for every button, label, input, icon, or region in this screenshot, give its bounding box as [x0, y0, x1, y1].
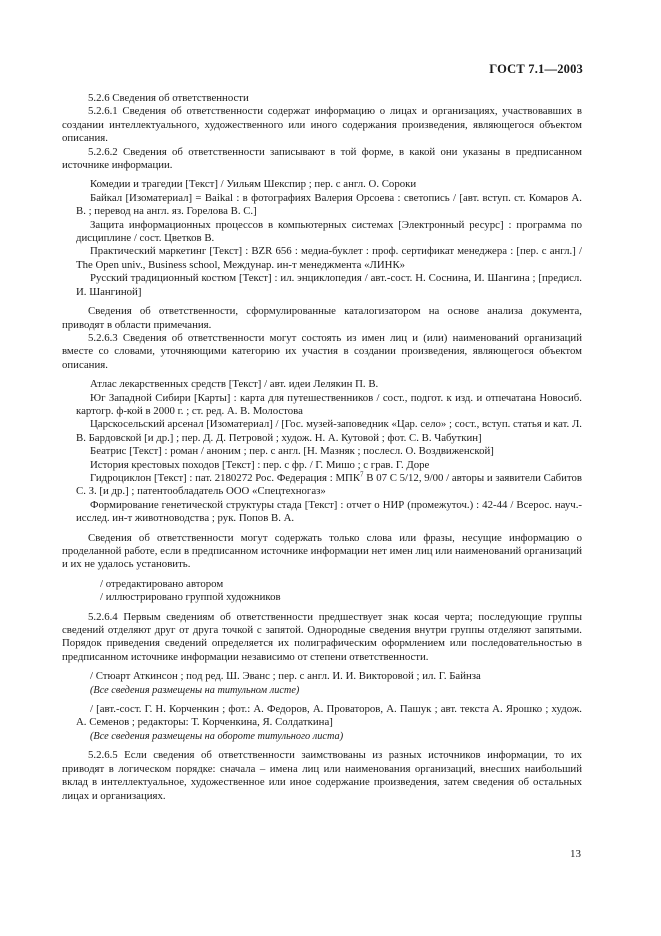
paragraph-words-only-note: Сведения об ответственности могут содержать только слова или фразы, несущие информацию о проделанной работе, если в предписанном источнике информации нет имен лиц или наименований организаций и их не удалось установить.	[62, 531, 582, 571]
example-entry-atkinson: / Стюарт Аткинсон ; под ред. Ш. Эванс ; пер. с англ. И. И. Викторовой ; ил. Г. Байнза	[90, 670, 481, 683]
example-entry-report: Формирование генетической структуры стада [Текст] : отчет о НИР (промежуточ.) : 42-44 / Всерос. науч.-исслед. ин-т животноводства ; рук. Попов В. А.	[76, 498, 582, 525]
example-entry-korchenkin: / [авт.-сост. Г. Н. Корченкин ; фот.: А. Федоров, А. Проваторов, А. Пашук ; авт. текста А. Ярошко ; худож. А. Семенов ; редакторы: Т. Корченкина, Я. Солдаткина]	[76, 703, 582, 729]
paragraph-cataloger-note: Сведения об ответственности, сформулированные каталогизатором на основе анализа документа, приводят в области примечания.	[62, 305, 582, 331]
example-entry: Комедии и трагедии [Текст] / Уильям Шекспир ; пер. с англ. О. Сороки	[90, 178, 417, 191]
examples-group-3	[76, 578, 582, 605]
example-entry: Беатрис [Текст] : роман / аноним ; пер. с англ. [Н. Мазняк ; послесл. О. Воздвиженской]	[90, 445, 494, 458]
example-entry: Русский традиционный костюм [Текст] : ил. энциклопедия / авт.-сост. Н. Соснина, И. Шангина ; [предисл. И. Шангиной]	[76, 272, 582, 298]
document-header-standard: ГОСТ 7.1—2003	[489, 62, 583, 76]
example-entry: Царскосельский арсенал [Изоматериал] / [Гос. музей-заповедник «Цар. село» ; сост., вступ. статья и кат. Л. В. Бардовской [и др.] ; пер. Д. Д. Петровой ; худож. Н. А. Кутовой ; фот. С. В. Чабуткин]	[76, 418, 582, 444]
examples-group-2	[76, 378, 582, 525]
patent-superscript: 7	[360, 470, 364, 479]
patent-text-start: Гидроциклон [Текст] : пат. 2180272 Рос. Федерация : МПК	[90, 471, 361, 484]
paragraph-5-2-6-1: 5.2.6.1 Сведения об ответственности содержат информацию о лицах и организациях, участвовавших в создании интеллектуального, художественного или иного содержания произведения, являющегося объектом описания.	[62, 105, 582, 145]
paragraph-5-2-6-4: 5.2.6.4 Первым сведениям об ответственности предшествует знак косая черта; последующие группы сведений отделяют друг от друга точкой с запятой. Однородные сведения внутри группы отделяют запятыми. Порядок приведения сведений определяется их полиграфическим оформлением или последовательностью в предписанном источнике информации независимо от степени ответственности.	[62, 610, 582, 663]
paragraph-5-2-6-3: 5.2.6.3 Сведения об ответственности могут состоять из имен лиц и (или) наименований организаций вместе со словами, уточняющими категорию их участия в создании произведения, являющегося объектом описания.	[62, 331, 582, 371]
paragraph-5-2-6-5: 5.2.6.5 Если сведения об ответственности заимствованы из разных источников информации, то их приводят в логическом порядке: сначала – имена лиц или наименования организаций, внесших наибольший вклад в интеллектуальное, художественное или иное содержание произведения, затем сведения об остальных лицах и организациях.	[62, 749, 582, 802]
example-entry: / иллюстрировано группой художников	[100, 591, 281, 604]
examples-group-1	[76, 178, 582, 299]
example-entry: Байкал [Изоматериал] = Baikal : в фотографиях Валерия Орсоева : светопись / [авт. вступ. ст. Комаров А. В. ; перевод на англ. яз. Горелова В. С.]	[76, 191, 582, 218]
page-number: 13	[570, 848, 581, 860]
patent-text-end: B 07 C 5/12, 9/00 / авторы и заявители Сабитов С. З. [и др.] ; патентообладатель ООО «Спецтехногаз»	[76, 471, 582, 498]
page-body	[62, 92, 582, 803]
example-entry: История крестовых походов [Текст] : пер. с фр. / Г. Мишо ; с грав. Г. Доре	[90, 458, 430, 471]
note-title-page: (Все сведения размещены на титульном листе)	[90, 684, 300, 696]
section-title-5-2-6: 5.2.6 Сведения об ответственности	[88, 92, 249, 104]
example-entry: Юг Западной Сибири [Карты] : карта для путешественников / сост., подгот. к изд. и отпечатана Новосиб. картогр. ф-кой в 2000 г. ; ст. ред. А. В. Молостова	[76, 391, 582, 417]
example-entry: Защита информационных процессов в компьютерных системах [Электронный ресурс] : программа по дисциплине / сост. Цветков В.	[76, 218, 582, 245]
example-entry-patent	[76, 472, 582, 499]
examples-group-4	[76, 670, 582, 743]
note-reverse-title-page: (Все сведения размещены на обороте титульного листа)	[90, 730, 344, 742]
example-entry: / отредактировано автором	[100, 577, 224, 590]
example-entry: Атлас лекарственных средств [Текст] / авт. идеи Лелякин П. В.	[90, 378, 379, 391]
example-entry: Практический маркетинг [Текст] : BZR 656 : медиа-буклет : проф. сертификат менеджера : [пер. с англ.] / The Open univ., Business school, Междунар. ин-т менеджмента «ЛИНК»	[76, 245, 582, 271]
paragraph-5-2-6-2: 5.2.6.2 Сведения об ответственности записывают в той форме, в какой они указаны в предписанном источнике информации.	[62, 145, 582, 172]
